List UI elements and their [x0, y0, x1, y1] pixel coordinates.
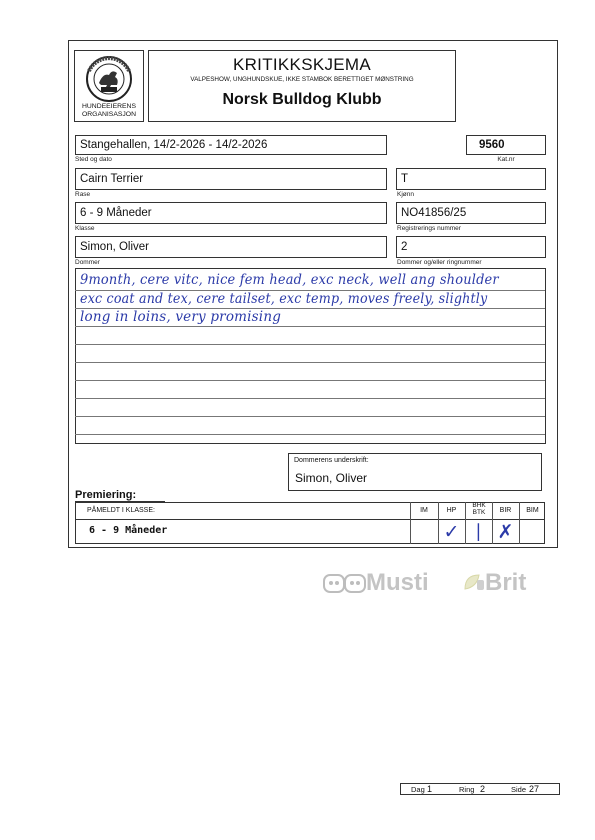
judge-label: Dommer [75, 259, 100, 266]
mark-bhk-btk: | [475, 521, 482, 542]
venue-date-value: Stangehallen, 14/2-2026 - 14/2-2026 [80, 139, 268, 151]
side-value: 27 [529, 784, 540, 794]
cat-no-label: Kat.nr [497, 156, 515, 163]
sex-field [396, 168, 546, 190]
ruled-line [75, 344, 545, 345]
ring-value: 2 [480, 784, 486, 794]
col-bhk-btk: BHK BTK [472, 502, 486, 516]
logo-caption: HUNDEEIERENS ORGANISASJON [81, 103, 136, 118]
logo-box [74, 50, 144, 122]
sex-value: T [401, 173, 409, 185]
col-bim: BIM [526, 507, 539, 514]
signature-label: Dommerens underskrift: [294, 457, 369, 464]
venue-date-field [75, 135, 387, 155]
ring-no-label: Dommer og/eller ringnummer [397, 259, 482, 266]
reg-no-label: Registrerings nummer [397, 225, 461, 232]
signature-box [288, 453, 542, 491]
class-label: Klasse [75, 225, 95, 232]
kennel-club-logo [75, 53, 143, 105]
critique-line-1: 9month, cere vitc, nice fem head, exc neck, well ang shoulder [80, 272, 499, 288]
cat-no-field [466, 135, 546, 155]
ruled-line [75, 362, 545, 363]
sponsor-musti: Musti [366, 569, 429, 596]
class-value: 6 - 9 Måneder [89, 525, 168, 536]
col-im: IM [420, 507, 428, 514]
premiering-title: Premiering: [75, 489, 137, 501]
signature-name: Simon, Oliver [295, 471, 368, 485]
venue-date-label: Sted og dato [75, 156, 112, 163]
title-box [148, 50, 456, 122]
form-title: KRITIKKSKJEMA [232, 55, 372, 74]
form-subtitle: VALPESHOW, UNGHUNDSKUE, IKKE STAMBOK BERETTIGET MØNSTRING [190, 76, 414, 83]
musti-paw-icon [323, 572, 367, 594]
judge-value: Simon, Oliver [80, 241, 150, 253]
dag-label: Dag [411, 785, 425, 794]
col-hp: HP [446, 507, 457, 514]
critique-line-2: exc coat and tex, cere tailset, exc temp, moves freely, slightly [80, 291, 488, 307]
judge-field [75, 236, 387, 258]
class-header: PÅMELDT I KLASSE: [87, 507, 155, 514]
sex-label: Kjønn [397, 191, 414, 198]
class-field [75, 202, 387, 224]
critique-line-3: long in loins, very promising [80, 309, 282, 325]
breed-field [75, 168, 387, 190]
sponsor-brit: Brit [485, 569, 527, 596]
reg-no-value: NO41856/25 [401, 207, 467, 219]
ruled-line [75, 416, 545, 417]
ring-no-value: 2 [401, 241, 408, 253]
club-name: Norsk Bulldog Klubb [222, 91, 382, 108]
brit-leaf-icon [462, 571, 486, 593]
ring-label: Ring [459, 785, 475, 794]
col-bir: BIR [499, 507, 512, 514]
ruled-line [75, 398, 545, 399]
side-label: Side [511, 785, 527, 794]
class-value: 6 - 9 Måneder [80, 207, 152, 219]
dag-value: 1 [427, 784, 433, 794]
cat-no-value: 9560 [479, 139, 505, 151]
breed-label: Rase [75, 191, 91, 198]
reg-no-field [396, 202, 546, 224]
ruled-line [75, 380, 545, 381]
ruled-line [75, 326, 545, 327]
breed-value: Cairn Terrier [80, 173, 144, 185]
mark-bir: ✗ [497, 521, 514, 543]
footer-box [400, 783, 560, 795]
ruled-line [75, 434, 545, 435]
ring-no-field [396, 236, 546, 258]
mark-hp: ✓ [443, 521, 460, 543]
